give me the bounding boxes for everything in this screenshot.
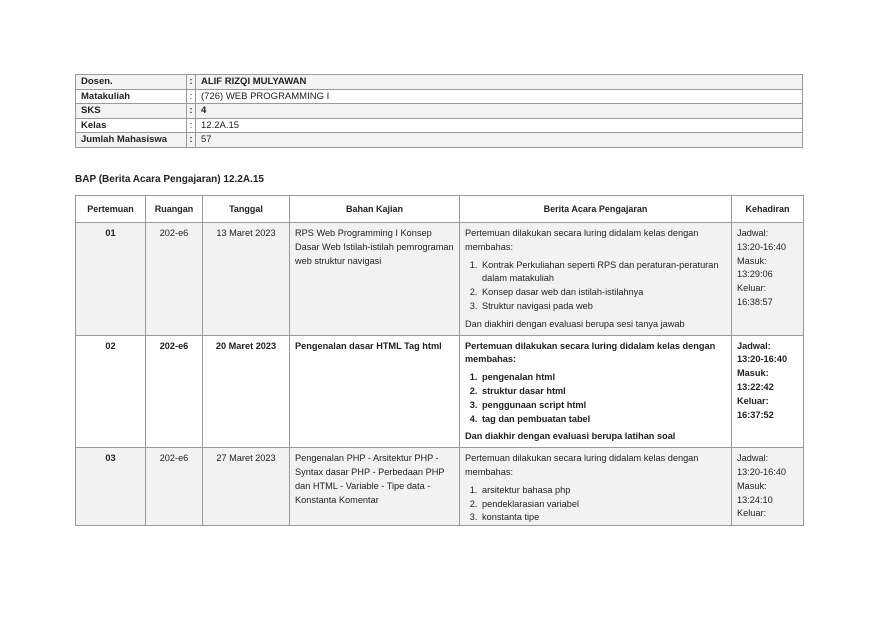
bap-table [75, 195, 804, 526]
kehadiran-cell [732, 448, 804, 526]
course-info-table [75, 74, 803, 148]
topic-list [465, 484, 726, 522]
berita-intro: Pertemuan dilakukan secara luring didalam kelas dengan membahas: [465, 228, 699, 252]
info-label: SKS [76, 104, 187, 119]
info-label: Dosen. [76, 75, 187, 90]
list-item: 1. Kontrak Perkuliahan seperti RPS dan peraturan-peraturan dalam matakuliah [480, 259, 726, 287]
bahan-cell: Pengenalan dasar HTML Tag html [290, 335, 460, 448]
header-ruangan: Ruangan [146, 196, 203, 223]
topic-list [465, 259, 726, 314]
kehadiran-line: Keluar: [737, 283, 767, 294]
info-value: ALIF RIZQI MULYAWAN [196, 75, 803, 90]
pertemuan-cell: 03 [76, 448, 146, 526]
bap-title: BAP (Berita Acara Pengajaran) 12.2A.15 [75, 174, 264, 185]
kehadiran-line: 13:24:10 [737, 494, 773, 505]
list-item: 1. pengenalan html [480, 371, 726, 385]
table-row [76, 448, 804, 526]
info-value: (726) WEB PROGRAMMING I [196, 89, 803, 104]
table-row [76, 223, 804, 336]
kehadiran-line: Masuk: [737, 480, 767, 491]
kehadiran-line: 16:37:52 [737, 409, 774, 420]
info-value: 4 [196, 104, 803, 119]
list-item: 1. arsitektur bahasa php [480, 484, 726, 498]
info-value: 12.2A.15 [196, 118, 803, 133]
list-item: 4. tag dan pembuatan tabel [480, 413, 726, 427]
topic-list [465, 371, 726, 426]
info-row-jumlah-mahasiswa [76, 133, 803, 148]
list-item: 3. konstanta tipe [480, 511, 726, 522]
kehadiran-line: Masuk: [737, 368, 769, 379]
kehadiran-line: Keluar: [737, 508, 767, 519]
kehadiran-line: 13:20-16:40 [737, 354, 788, 365]
list-item: 3. penggunaan script html [480, 399, 726, 413]
berita-closing: Dan diakhiri dengan evaluasi berupa sesi tanya jawab [465, 318, 685, 329]
kehadiran-line: 13:20-16:40 [737, 466, 787, 477]
ruangan-cell: 202-e6 [146, 335, 203, 448]
header-pertemuan: Pertemuan [76, 196, 146, 223]
list-item: 2. struktur dasar html [480, 385, 726, 399]
header-bahan-kajian: Bahan Kajian [290, 196, 460, 223]
info-separator: : [187, 89, 196, 104]
info-separator: : [187, 104, 196, 119]
kehadiran-line: Jadwal: [737, 340, 771, 351]
header-tanggal: Tanggal [203, 196, 290, 223]
info-row-matakuliah [76, 89, 803, 104]
tanggal-cell: 20 Maret 2023 [203, 335, 290, 448]
berita-closing: Dan diakhir dengan evaluasi berupa latihan soal [465, 431, 676, 442]
berita-cell [460, 223, 732, 336]
kehadiran-line: 16:38:57 [737, 296, 773, 307]
pertemuan-cell: 02 [76, 335, 146, 448]
kehadiran-line: Jadwal: [737, 453, 769, 464]
tanggal-cell: 13 Maret 2023 [203, 223, 290, 336]
bap-header-row [76, 196, 804, 223]
berita-cell [460, 448, 732, 526]
info-label: Matakuliah [76, 89, 187, 104]
info-separator: : [187, 118, 196, 133]
bahan-cell: RPS Web Programming I Konsep Dasar Web Istilah-istilah pemrograman web struktur navigasi [290, 223, 460, 336]
kehadiran-cell [732, 223, 804, 336]
table-row [76, 335, 804, 448]
berita-clip [465, 452, 726, 522]
header-kehadiran: Kehadiran [732, 196, 804, 223]
kehadiran-line: 13:20-16:40 [737, 241, 787, 252]
berita-intro: Pertemuan dilakukan secara luring didalam kelas dengan membahas: [465, 340, 716, 365]
header-berita-acara: Berita Acara Pengajaran [460, 196, 732, 223]
bahan-cell [290, 448, 460, 526]
list-item: 2. pendeklarasian variabel [480, 498, 726, 512]
kehadiran-line: Masuk: [737, 255, 767, 266]
list-item: 2. Konsep dasar web dan istilah-istilahnya [480, 286, 726, 300]
ruangan-cell: 202-e6 [146, 448, 203, 526]
info-row-kelas [76, 118, 803, 133]
kehadiran-line: 13:22:42 [737, 381, 774, 392]
tanggal-cell: 27 Maret 2023 [203, 448, 290, 526]
berita-cell [460, 335, 732, 448]
ruangan-cell: 202-e6 [146, 223, 203, 336]
berita-intro: Pertemuan dilakukan secara luring didalam kelas dengan membahas: [465, 453, 699, 477]
kehadiran-line: Keluar: [737, 395, 769, 406]
kehadiran-clip [737, 452, 798, 522]
kehadiran-line: Jadwal: [737, 228, 769, 238]
info-separator: : [187, 133, 196, 148]
info-row-dosen [76, 75, 803, 90]
info-row-sks [76, 104, 803, 119]
list-item: 3. Struktur navigasi pada web [480, 300, 726, 314]
info-label: Jumlah Mahasiswa [76, 133, 187, 148]
kehadiran-line: 13:29:06 [737, 269, 773, 280]
info-value: 57 [196, 133, 803, 148]
pertemuan-cell: 01 [76, 223, 146, 336]
kehadiran-cell [732, 335, 804, 448]
info-separator: : [187, 75, 196, 90]
bahan-text: Pengenalan PHP - Arsitektur PHP - Syntax dasar PHP - Perbedaan PHP dan HTML - Variable - Tipe data - Konstanta Komentar [295, 453, 445, 505]
info-label: Kelas [76, 118, 187, 133]
